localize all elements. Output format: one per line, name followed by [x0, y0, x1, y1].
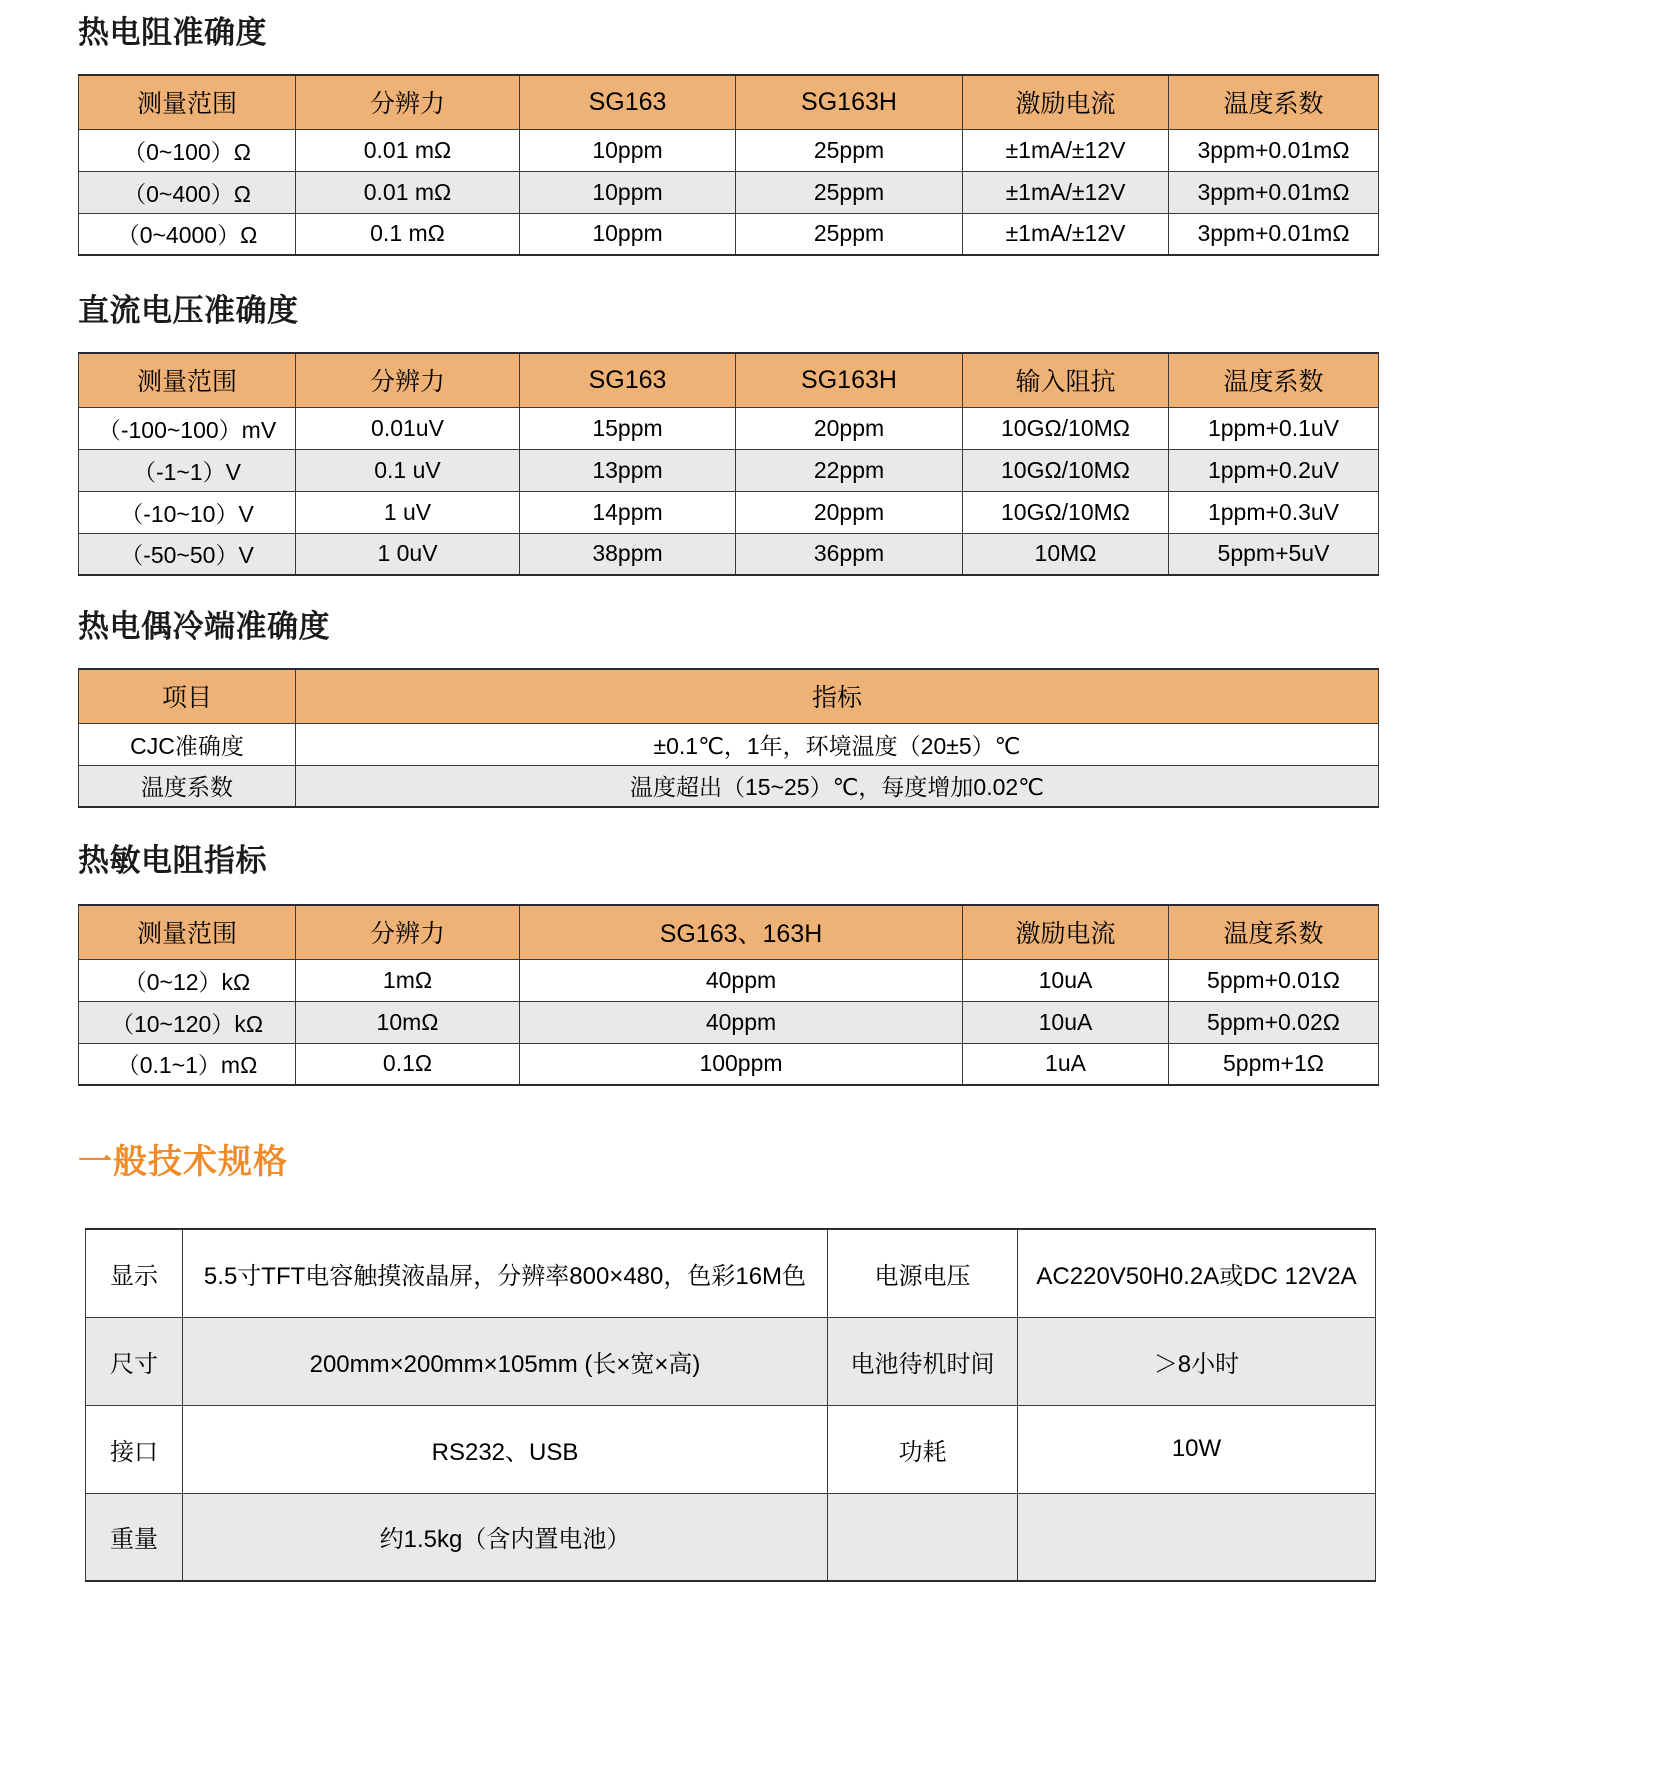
column-header: 输入阻抗 [963, 353, 1169, 407]
table-cell: 温度系数 [79, 765, 296, 807]
table-rtd-accuracy [78, 74, 1379, 256]
table-cell: （-10~10）V [79, 491, 296, 533]
column-header: SG163 [520, 75, 736, 129]
table-row [79, 213, 1379, 255]
table-cell: 38ppm [520, 533, 736, 575]
table-cell: 3ppm+0.01mΩ [1169, 213, 1379, 255]
table-cell: 25ppm [736, 129, 963, 171]
column-header: 激励电流 [963, 75, 1169, 129]
general-label-empty [828, 1493, 1018, 1581]
general-label-dimensions: 尺寸 [86, 1317, 183, 1405]
table-cell: CJC准确度 [79, 723, 296, 765]
column-header: 温度系数 [1169, 905, 1379, 959]
general-label-power-voltage: 电源电压 [828, 1229, 1018, 1317]
table-row [79, 1043, 1379, 1085]
general-value-power-voltage: AC220V50H0.2A或DC 12V2A [1018, 1229, 1376, 1317]
table-cell: ±1mA/±12V [963, 171, 1169, 213]
column-header: SG163H [736, 75, 963, 129]
table-cell: 1 uV [296, 491, 520, 533]
table-cell: 温度超出（15~25）℃，每度增加0.02℃ [296, 765, 1379, 807]
table-cell: 10MΩ [963, 533, 1169, 575]
table-cell: 25ppm [736, 213, 963, 255]
general-label-display: 显示 [86, 1229, 183, 1317]
table-cell: 10ppm [520, 171, 736, 213]
table-cell: 40ppm [520, 959, 963, 1001]
table-cell: 10GΩ/10MΩ [963, 491, 1169, 533]
table-cell: ±1mA/±12V [963, 213, 1169, 255]
column-header: SG163 [520, 353, 736, 407]
table-cell: （0.1~1）mΩ [79, 1043, 296, 1085]
table-cell: 5ppm+5uV [1169, 533, 1379, 575]
table-row [86, 1229, 1376, 1317]
column-header: 项目 [79, 669, 296, 723]
column-header: 温度系数 [1169, 353, 1379, 407]
section-rtd-accuracy [78, 14, 267, 51]
section-title-general: 一般技术规格 [78, 1143, 288, 1181]
column-header: 分辨力 [296, 75, 520, 129]
section-title-cjc: 热电偶冷端准确度 [78, 609, 330, 644]
table-cell: （-1~1）V [79, 449, 296, 491]
table-cell: 20ppm [736, 407, 963, 449]
table-cell: 25ppm [736, 171, 963, 213]
table-cell: 13ppm [520, 449, 736, 491]
table-cell: （0~400）Ω [79, 171, 296, 213]
general-label-interface: 接口 [86, 1405, 183, 1493]
column-header: SG163H [736, 353, 963, 407]
table-cell: 1mΩ [296, 959, 520, 1001]
table-cell: 14ppm [520, 491, 736, 533]
general-label-battery-standby: 电池待机时间 [828, 1317, 1018, 1405]
table-cjc-accuracy [78, 668, 1379, 808]
table-header-row [79, 905, 1379, 959]
table-cell: 10GΩ/10MΩ [963, 407, 1169, 449]
section-title-thermistor: 热敏电阻指标 [78, 843, 267, 878]
table-row [79, 449, 1379, 491]
general-value-weight: 约1.5kg（含内置电池） [183, 1493, 828, 1581]
column-header: 温度系数 [1169, 75, 1379, 129]
table-row [79, 959, 1379, 1001]
table-header-row [79, 353, 1379, 407]
table-cell: 0.1 uV [296, 449, 520, 491]
table-cell: ±1mA/±12V [963, 129, 1169, 171]
table-cell: 20ppm [736, 491, 963, 533]
section-general-spec [78, 1142, 288, 1183]
table-cell: 100ppm [520, 1043, 963, 1085]
table-cell: 1ppm+0.3uV [1169, 491, 1379, 533]
table-cell: 0.1 mΩ [296, 213, 520, 255]
table-cell: 1 0uV [296, 533, 520, 575]
table-row [79, 407, 1379, 449]
column-header: SG163、163H [520, 905, 963, 959]
table-cell: 10ppm [520, 213, 736, 255]
column-header: 测量范围 [79, 905, 296, 959]
table-cell: 10uA [963, 959, 1169, 1001]
section-thermistor-spec [78, 842, 267, 879]
table-dc-voltage-accuracy [78, 352, 1379, 576]
table-cell: 10uA [963, 1001, 1169, 1043]
section-dc-voltage-accuracy [78, 292, 299, 329]
table-cell: 10ppm [520, 129, 736, 171]
column-header: 分辨力 [296, 353, 520, 407]
column-header: 分辨力 [296, 905, 520, 959]
table-cell: 0.01uV [296, 407, 520, 449]
table-row [79, 129, 1379, 171]
table-cell: 1ppm+0.1uV [1169, 407, 1379, 449]
table-row [79, 171, 1379, 213]
section-cjc-accuracy [78, 608, 330, 645]
table-row [86, 1317, 1376, 1405]
table-row [79, 723, 1379, 765]
table-row [79, 1001, 1379, 1043]
column-header: 测量范围 [79, 353, 296, 407]
general-value-interface: RS232、USB [183, 1405, 828, 1493]
table-cell: （0~4000）Ω [79, 213, 296, 255]
column-header: 指标 [296, 669, 1379, 723]
table-cell: （-100~100）mV [79, 407, 296, 449]
table-cell: 5ppm+0.02Ω [1169, 1001, 1379, 1043]
table-general-spec [85, 1228, 1376, 1582]
table-header-row [79, 75, 1379, 129]
column-header: 测量范围 [79, 75, 296, 129]
table-cell: 0.1Ω [296, 1043, 520, 1085]
table-cell: 5ppm+0.01Ω [1169, 959, 1379, 1001]
table-cell: 5ppm+1Ω [1169, 1043, 1379, 1085]
table-row [79, 765, 1379, 807]
table-cell: 0.01 mΩ [296, 171, 520, 213]
general-label-weight: 重量 [86, 1493, 183, 1581]
table-cell: 10GΩ/10MΩ [963, 449, 1169, 491]
section-title-rtd: 热电阻准确度 [78, 15, 267, 50]
table-cell: 10mΩ [296, 1001, 520, 1043]
general-label-power-consumption: 功耗 [828, 1405, 1018, 1493]
table-cell: 3ppm+0.01mΩ [1169, 171, 1379, 213]
table-cell: 3ppm+0.01mΩ [1169, 129, 1379, 171]
table-cell: （0~100）Ω [79, 129, 296, 171]
general-value-power-consumption: 10W [1018, 1405, 1376, 1493]
general-value-display: 5.5寸TFT电容触摸液晶屏，分辨率800×480，色彩16M色 [183, 1229, 828, 1317]
table-cell: （-50~50）V [79, 533, 296, 575]
table-cell: （10~120）kΩ [79, 1001, 296, 1043]
table-row [79, 491, 1379, 533]
table-row [79, 533, 1379, 575]
section-title-dc-voltage: 直流电压准确度 [78, 293, 299, 328]
table-thermistor-spec [78, 904, 1379, 1086]
table-header-row [79, 669, 1379, 723]
table-cell: 1ppm+0.2uV [1169, 449, 1379, 491]
table-cell: 1uA [963, 1043, 1169, 1085]
table-row [86, 1493, 1376, 1581]
general-value-battery-standby: ＞8小时 [1018, 1317, 1376, 1405]
table-cell: ±0.1℃，1年，环境温度（20±5）℃ [296, 723, 1379, 765]
table-cell: 15ppm [520, 407, 736, 449]
table-cell: 40ppm [520, 1001, 963, 1043]
table-cell: 22ppm [736, 449, 963, 491]
table-cell: （0~12）kΩ [79, 959, 296, 1001]
table-cell: 36ppm [736, 533, 963, 575]
table-row [86, 1405, 1376, 1493]
table-cell: 0.01 mΩ [296, 129, 520, 171]
column-header: 激励电流 [963, 905, 1169, 959]
general-value-empty [1018, 1493, 1376, 1581]
general-value-dimensions: 200mm×200mm×105mm (长×宽×高) [183, 1317, 828, 1405]
